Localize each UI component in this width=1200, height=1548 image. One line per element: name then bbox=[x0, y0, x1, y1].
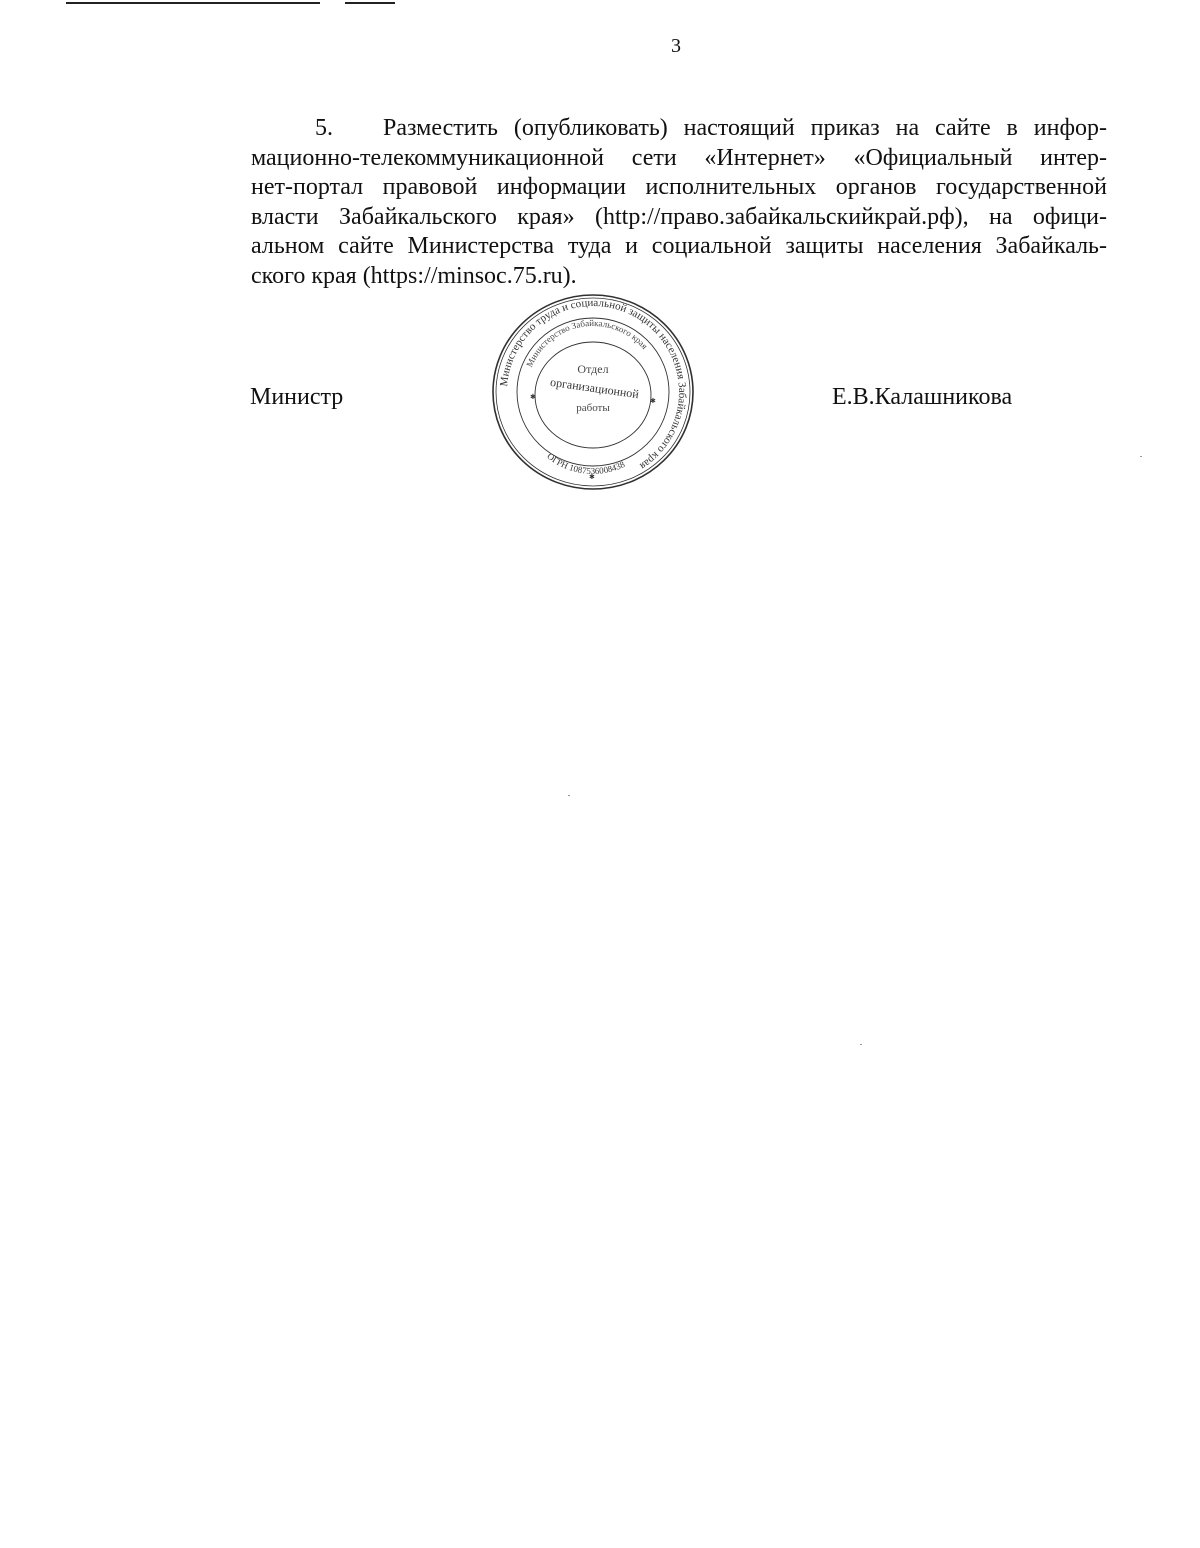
seal-center-line-1: Отдел bbox=[577, 362, 609, 376]
seal-center-line-3: работы bbox=[576, 402, 610, 414]
top-rule-right bbox=[345, 2, 395, 4]
seal-center-line-2: организационной bbox=[549, 374, 640, 402]
paragraph-line-3: нет-портал правовой информации исполнительных органов государственной bbox=[251, 174, 1107, 200]
paragraph-line-1 bbox=[251, 114, 1107, 144]
paragraph-line-2: мационно-телекоммуникационной сети «Интернет» «Официальный интер- bbox=[251, 144, 1107, 171]
seal-star-bottom: ✱ bbox=[589, 473, 595, 481]
signature-title: Министр bbox=[250, 384, 344, 410]
seal-inner-text: Министерство Забайкальского края bbox=[524, 317, 650, 369]
seal-star-left: ✱ bbox=[530, 393, 536, 401]
seal-bottom-text: ОГРН 1087536008438 bbox=[545, 450, 627, 476]
scan-speck-3 bbox=[568, 795, 570, 796]
scan-speck-1 bbox=[1140, 456, 1142, 457]
page-number: 3 bbox=[671, 35, 681, 57]
seal-star-right: ✱ bbox=[650, 397, 656, 405]
top-rule-left bbox=[66, 2, 320, 4]
scan-speck-2 bbox=[860, 1044, 862, 1045]
paragraph-line-1-text: Разместить (опубликовать) настоящий приказ на сайте в инфор- bbox=[383, 115, 1107, 141]
seal-stamp bbox=[490, 291, 696, 493]
paragraph-line-5: альном сайте Министерства туда и социальной защиты населения Забайкаль- bbox=[251, 233, 1107, 259]
paragraph-line-4: власти Забайкальского края» (http://право.забайкальскийкрай.рф), на офици- bbox=[251, 203, 1107, 230]
signature-name: Е.В.Калашникова bbox=[832, 384, 1013, 410]
paragraph-line-6: ского края (https://minsoc.75.ru). bbox=[251, 262, 577, 289]
seal-outer-text: Министерство труда и социальной защиты населения Забайкальского края bbox=[498, 296, 689, 473]
paragraph-5 bbox=[251, 114, 1107, 291]
paragraph-number: 5. bbox=[315, 115, 333, 141]
